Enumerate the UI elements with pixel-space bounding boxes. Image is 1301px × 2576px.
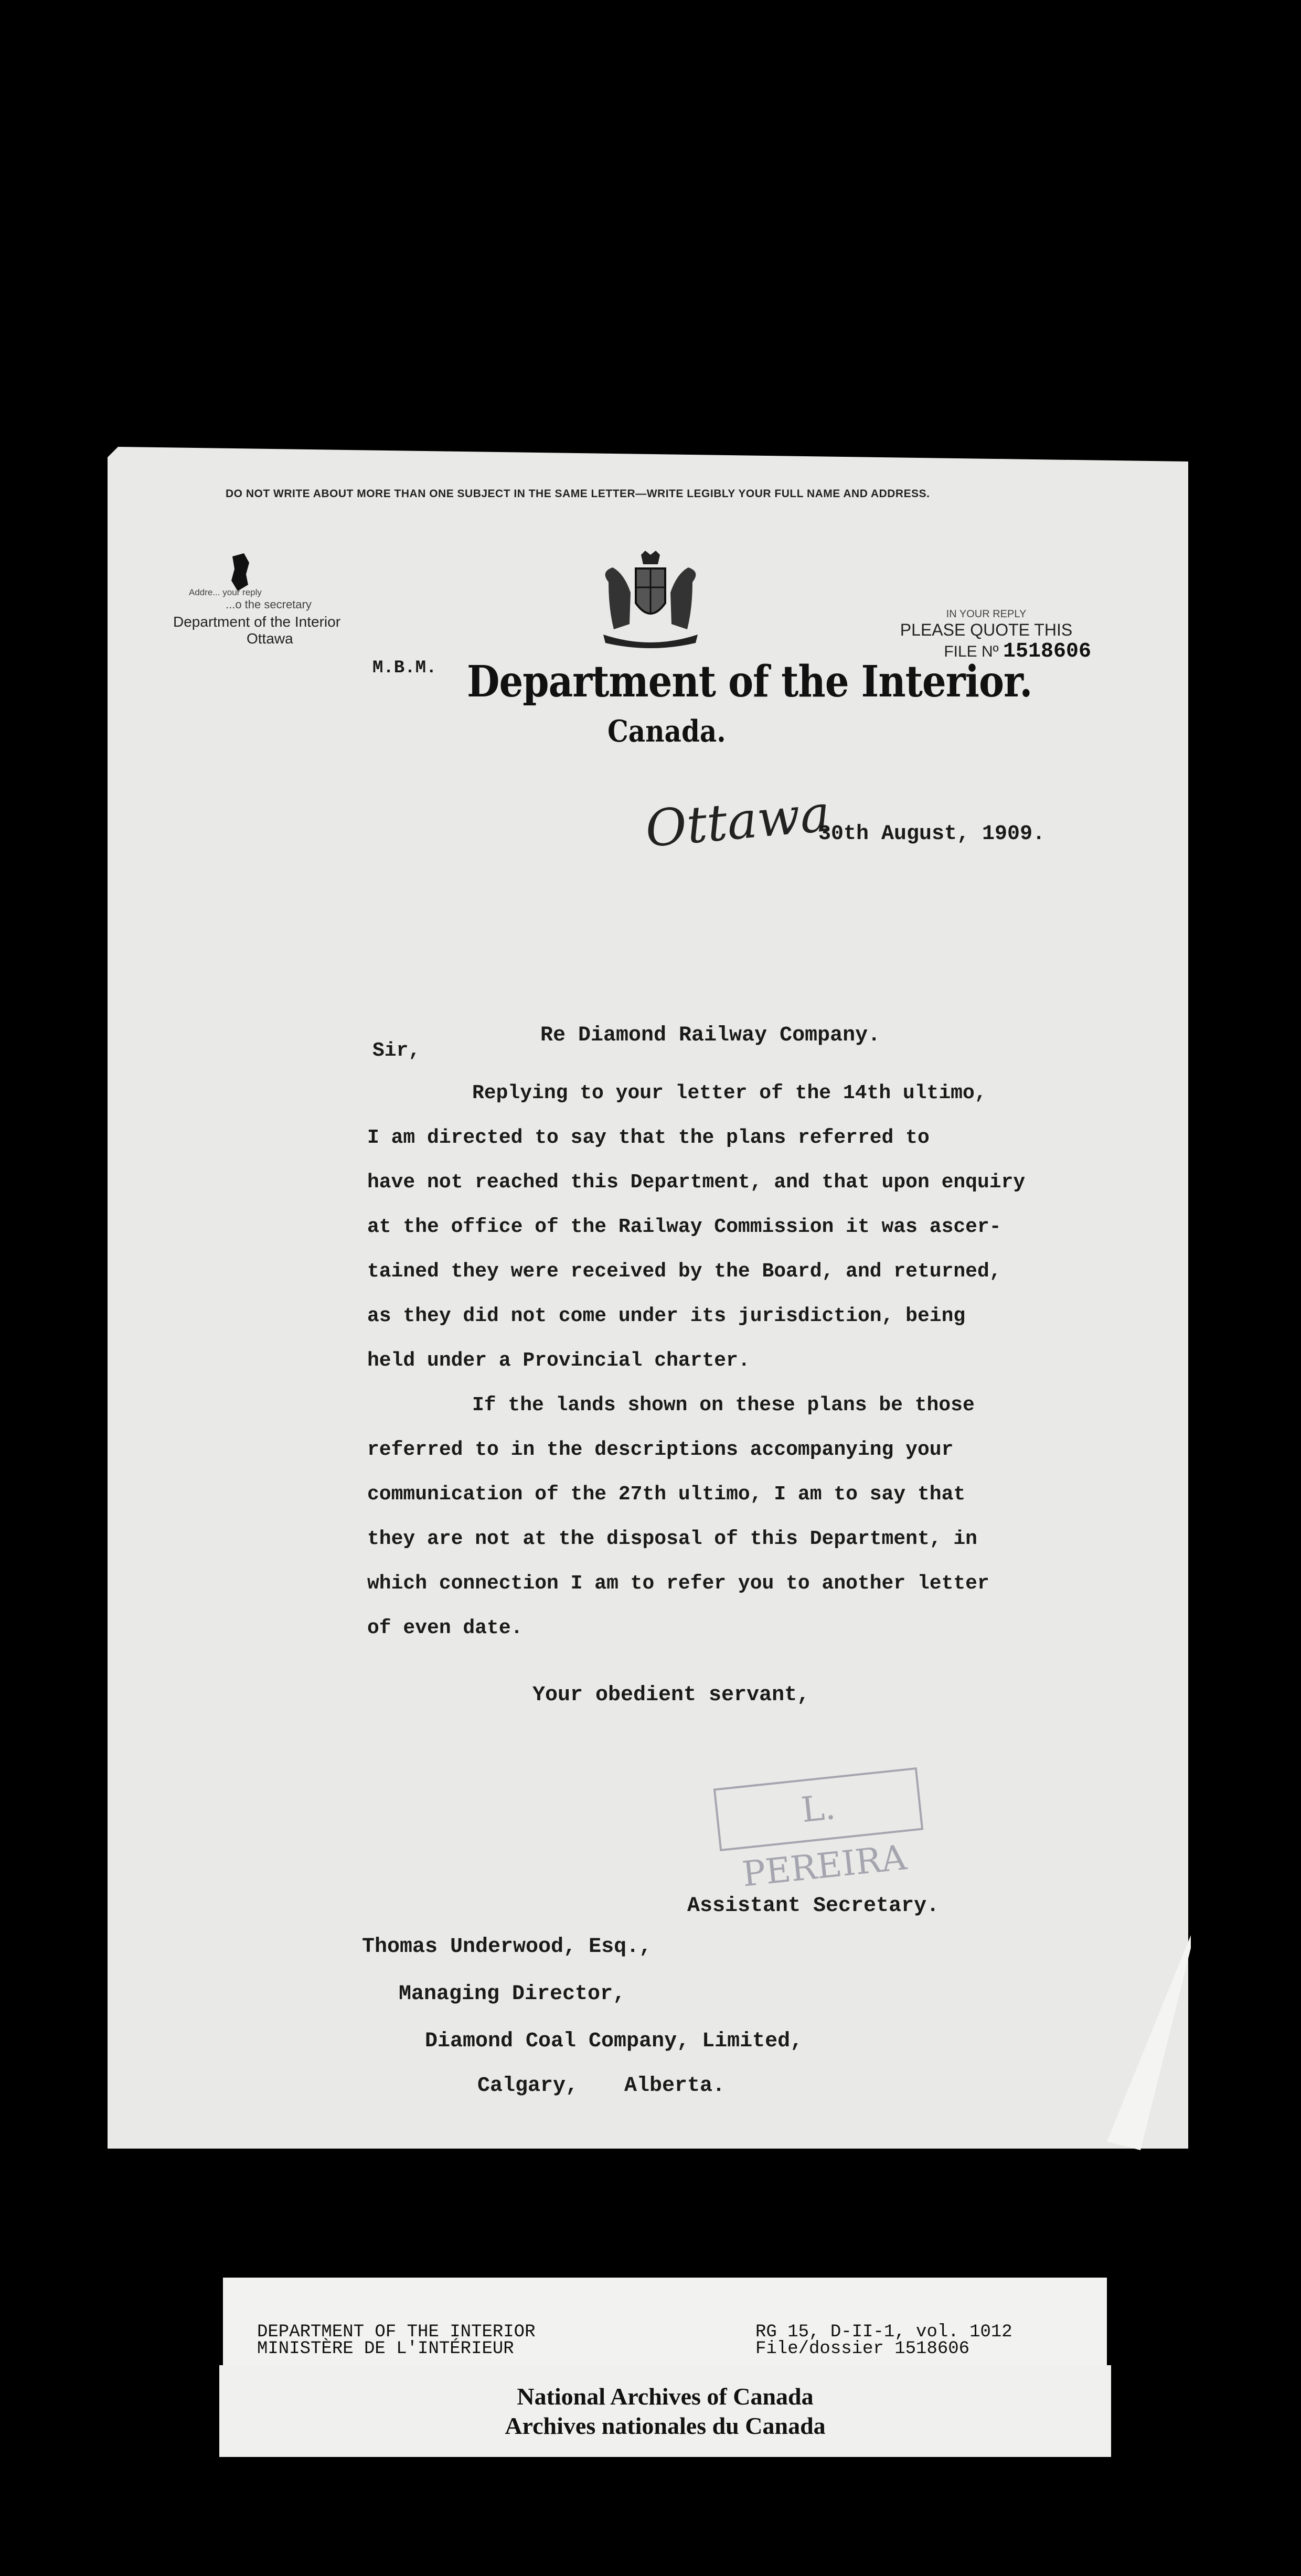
archive-department-english: DEPARTMENT OF THE INTERIOR (257, 2322, 536, 2342)
closing-line: Your obedient servant, (532, 1683, 810, 1707)
body-line: tained they were received by the Board, and returned, (367, 1260, 1001, 1283)
reply-address-block (173, 587, 425, 647)
reply-address-line: Addre... your reply (189, 587, 262, 597)
clerk-initials: M.B.M. (372, 658, 437, 678)
body-line: of even date. (367, 1617, 523, 1639)
addressee-name: Thomas Underwood, Esq., (362, 1935, 652, 1959)
body-line: have not reached this Department, and that upon enquiry (367, 1171, 1026, 1194)
reply-department-line: Department of the Interior (173, 614, 341, 630)
signatory-title: Assistant Secretary. (687, 1894, 940, 1918)
letter-date: 30th August, 1909. (818, 822, 1046, 846)
archives-name-french: Archives nationales du Canada (505, 2412, 826, 2439)
archive-record-group: RG 15, D-II-1, vol. 1012 (755, 2322, 1012, 2342)
body-line: at the office of the Railway Commission it was ascer- (367, 1216, 1001, 1238)
reply-city-line: Ottawa (247, 630, 293, 647)
body-line: I am directed to say that the plans referred to (367, 1126, 930, 1149)
archive-file-number: File/dossier 1518606 (755, 2339, 970, 2359)
archive-department (257, 2324, 536, 2357)
archive-department-french: MINISTÈRE DE L'INTÉRIEUR (257, 2339, 514, 2359)
letter-body (367, 1071, 1112, 1650)
subject-line: Re Diamond Railway Company. (540, 1024, 881, 1047)
body-line: communication of the 27th ultimo, I am to say that (367, 1483, 966, 1506)
department-country: Canada. (607, 713, 726, 749)
archives-name-english: National Archives of Canada (517, 2383, 814, 2410)
body-line: which connection I am to refer you to another letter (367, 1572, 989, 1595)
in-your-reply-line: IN YOUR REPLY (946, 608, 1027, 620)
body-line: Replying to your letter of the 14th ultimo, (472, 1082, 987, 1104)
department-title: Department of the Interior. (467, 656, 1032, 707)
coat-of-arms-icon (593, 551, 708, 650)
salutation: Sir, (372, 1039, 421, 1062)
file-number: 1518606 (1003, 640, 1091, 663)
addressee-city: Calgary, (477, 2074, 579, 2098)
body-line: referred to in the descriptions accompanying your (367, 1439, 954, 1461)
body-line: held under a Provincial charter. (367, 1349, 750, 1372)
file-label: FILE Nº (944, 643, 999, 660)
body-line: If the lands shown on these plans be those (472, 1394, 975, 1416)
ink-blot (228, 553, 251, 591)
addressee-company: Diamond Coal Company, Limited, (425, 2030, 803, 2053)
top-notice: DO NOT WRITE ABOUT MORE THAN ONE SUBJECT IN THE SAME LETTER—WRITE LEGIBLY YOUR FULL NAME AND ADDRESS. (226, 488, 930, 500)
please-quote-line: PLEASE QUOTE THIS (900, 620, 1073, 639)
place-of-writing: Ottawa (643, 783, 833, 859)
archives-banner (219, 2365, 1111, 2457)
reply-to-secretary-line: ...o the secretary (226, 598, 312, 611)
archive-reference (755, 2324, 1012, 2357)
addressee-title: Managing Director, (399, 1982, 626, 2006)
archive-reference-label (223, 2278, 1107, 2371)
body-line: as they did not come under its jurisdiction, being (367, 1305, 966, 1327)
signature-stamp: L. PEREIRA (713, 1767, 923, 1851)
addressee-province: Alberta. (624, 2074, 726, 2098)
body-line: they are not at the disposal of this Department, in (367, 1528, 977, 1550)
